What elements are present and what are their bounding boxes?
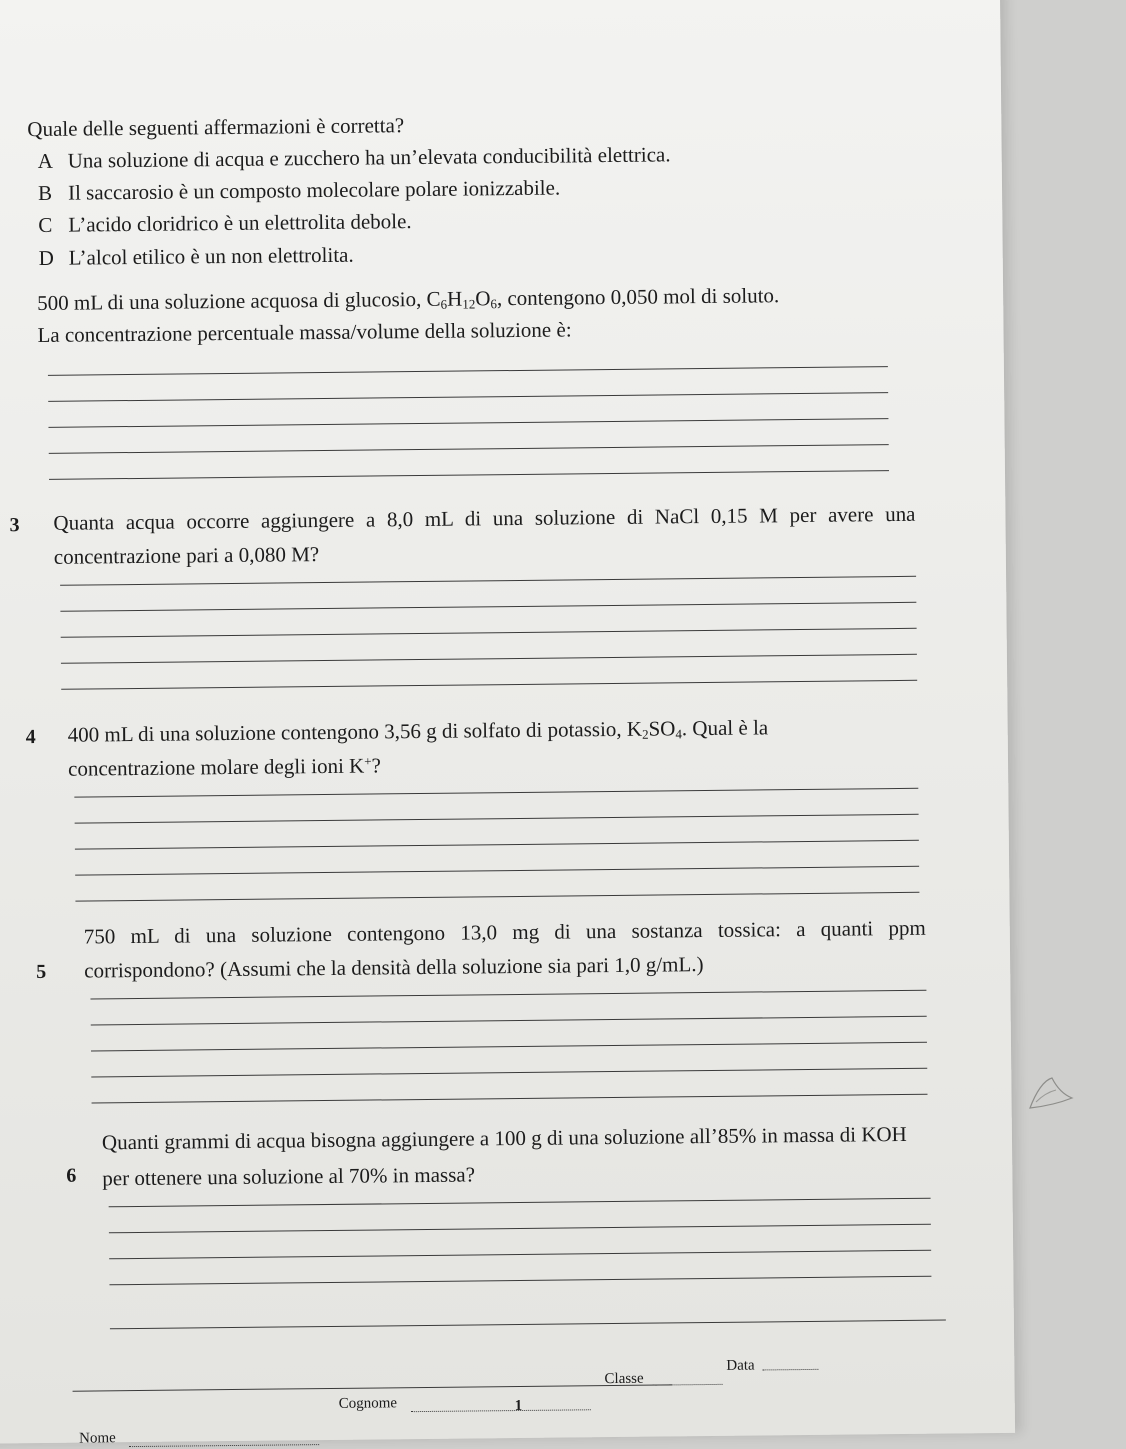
answer-line[interactable]: [60, 602, 916, 612]
answer-line[interactable]: [109, 1198, 931, 1208]
answer-line[interactable]: [109, 1250, 931, 1260]
answer-line[interactable]: [60, 576, 916, 586]
answer-line[interactable]: [110, 1320, 946, 1330]
answer-line[interactable]: [49, 444, 889, 454]
cognome-field[interactable]: [411, 1409, 591, 1412]
q1-option-a: A Una soluzione di acqua e zucchero ha un’elevata conducibilità elettrica.: [37, 142, 671, 173]
q5-line1: 750 mL di una soluzione contengono 13,0 mg di una sostanza tossica: a quanti ppm: [83, 915, 926, 949]
answer-line[interactable]: [91, 1016, 927, 1026]
answer-line[interactable]: [61, 654, 917, 664]
q1-option-b: B Il saccarosio è un composto molecolare polare ionizzabile.: [37, 175, 561, 205]
q1-question: Quale delle seguenti affermazioni è corretta?: [27, 113, 405, 142]
classe-label: Classe: [604, 1370, 644, 1388]
data-label: Data: [726, 1357, 755, 1374]
answer-line[interactable]: [61, 628, 917, 638]
q2-line1: 500 mL di una soluzione acquosa di glucosio, $C_6H_{12}O_6$, contengono 0,050 mol di soluto.: [37, 283, 780, 315]
page-number: 1: [514, 1397, 523, 1415]
answer-line[interactable]: [61, 680, 917, 690]
answer-line[interactable]: [109, 1224, 931, 1234]
q1-option-c: C L’acido cloridrico è un elettrolita debole.: [38, 209, 412, 237]
answer-line[interactable]: [49, 470, 889, 480]
q4-line1: 400 mL di una soluzione contengono 3,56 g di solfato di potassio, $K_2SO_4$. Qual è la: [67, 715, 769, 747]
q3-line1: Quanta acqua occorre aggiungere a 8,0 mL di una soluzione di NaCl 0,15 M per avere una: [53, 501, 916, 535]
answer-line[interactable]: [75, 814, 919, 824]
q3-number: 3: [9, 514, 20, 537]
q1-option-d: D L’alcol etilico è un non elettrolita.: [38, 242, 354, 270]
q6-number: 6: [66, 1164, 77, 1187]
answer-line[interactable]: [92, 1094, 928, 1104]
footer-rule: [73, 1384, 673, 1391]
q6-line2: per ottenere una soluzione al 70% in massa?: [102, 1162, 476, 1191]
q4-line2: concentrazione molare degli ioni K+?: [67, 753, 382, 781]
q5-line2: corrispondono? (Assumi che la densità della soluzione sia pari 1,0 g/mL.): [84, 952, 704, 983]
q2-line2: La concentrazione percentuale massa/volume della soluzione è:: [37, 317, 572, 347]
q5-number: 5: [36, 960, 47, 984]
nome-label: Nome: [78, 1430, 116, 1447]
data-field[interactable]: [762, 1369, 818, 1371]
answer-line[interactable]: [48, 392, 888, 402]
cognome-label: Cognome: [338, 1395, 398, 1412]
answer-line[interactable]: [91, 1042, 927, 1052]
answer-line[interactable]: [75, 866, 919, 876]
answer-line[interactable]: [75, 892, 919, 902]
answer-line[interactable]: [74, 788, 918, 798]
answer-line[interactable]: [75, 840, 919, 850]
potassium-sulfate-formula: $K_2SO_4$: [626, 716, 682, 742]
answer-line[interactable]: [109, 1276, 931, 1286]
answer-line[interactable]: [48, 366, 888, 376]
q4-number: 4: [25, 726, 36, 749]
q6-line1: Quanti grammi di acqua bisogna aggiungere a 100 g di una soluzione all’85% in massa di KOH: [101, 1121, 907, 1155]
q3-line2: concentrazione pari a 0,080 M?: [53, 542, 320, 569]
answer-line[interactable]: [90, 990, 926, 1000]
answer-line[interactable]: [91, 1068, 927, 1078]
pencil-doodle-icon: [1026, 1072, 1076, 1112]
classe-field[interactable]: [653, 1384, 723, 1386]
answer-line[interactable]: [48, 418, 888, 428]
nome-field[interactable]: [129, 1444, 319, 1447]
glucose-formula: $C_6H_{12}O_6$: [426, 286, 498, 312]
